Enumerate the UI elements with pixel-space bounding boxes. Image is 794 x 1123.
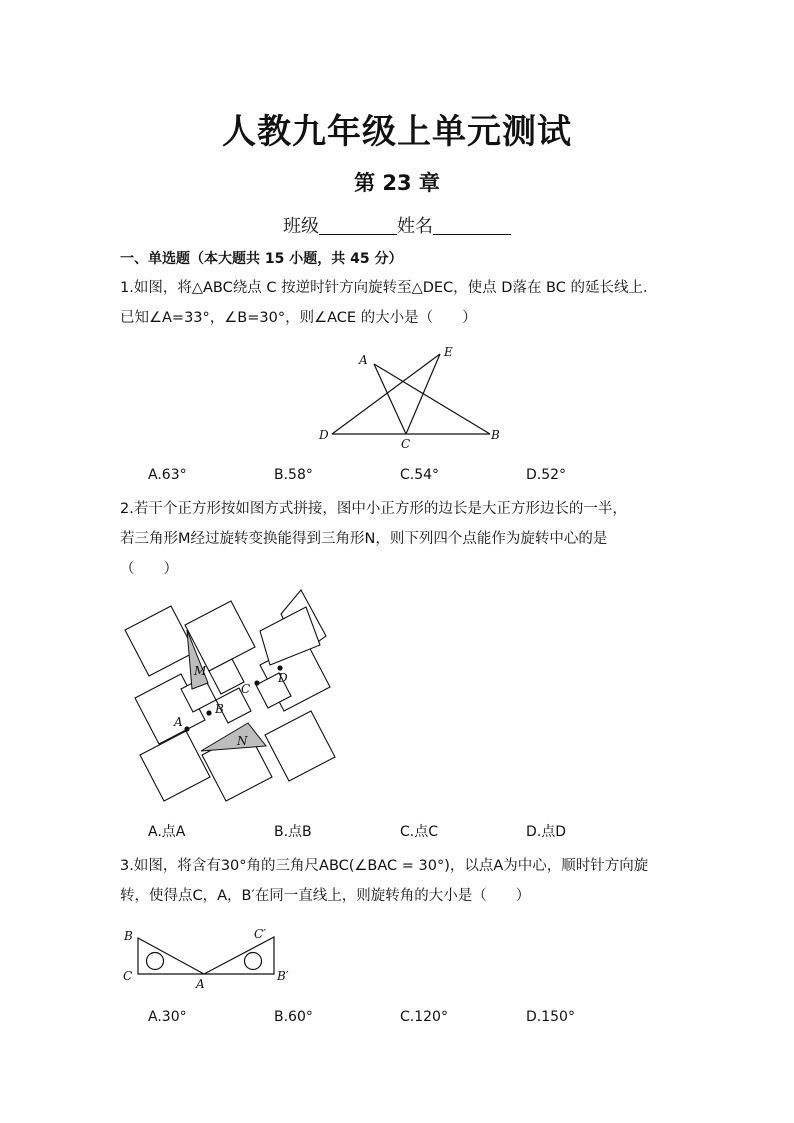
question-1-line-2: 已知∠A=33°，∠B=30°，则∠ACE 的大小是（ ） bbox=[120, 310, 477, 326]
question-1-text bbox=[120, 273, 680, 333]
section-heading: 一、单选题（本大题共 15 小题，共 45 分） bbox=[120, 251, 403, 267]
question-1-figure bbox=[310, 342, 510, 452]
question-2-line-1: 2.若干个正方形按如图方式拼接，图中小正方形的边长是大正方形边长的一半， bbox=[120, 501, 627, 517]
q2-label-m: M bbox=[194, 664, 207, 678]
q3-option-d[interactable]: D.150° bbox=[526, 1009, 575, 1025]
q2-label-c: C bbox=[241, 682, 251, 696]
q3-label-c-prime: C′ bbox=[254, 927, 266, 941]
q1-option-d[interactable]: D.52° bbox=[526, 467, 567, 483]
q2-label-d: D bbox=[278, 671, 288, 685]
question-3-figure bbox=[118, 925, 303, 995]
question-2-figure bbox=[120, 585, 340, 810]
q3-option-b[interactable]: B.60° bbox=[274, 1009, 313, 1025]
question-3-text bbox=[120, 851, 680, 911]
q1-label-d: D bbox=[319, 428, 329, 442]
q1-label-b: B bbox=[491, 428, 500, 442]
q2-option-c[interactable]: C.点C bbox=[400, 824, 439, 840]
class-label: 班级 bbox=[283, 216, 319, 237]
q3-label-c: C bbox=[123, 969, 133, 983]
q2-option-a[interactable]: A.点A bbox=[148, 824, 186, 840]
q2-label-a: A bbox=[174, 715, 183, 729]
q3-option-c[interactable]: C.120° bbox=[400, 1009, 448, 1025]
q1-option-a[interactable]: A.63° bbox=[148, 467, 187, 483]
q2-label-n: N bbox=[237, 734, 248, 748]
name-label: 姓名 bbox=[397, 216, 433, 237]
q1-option-c[interactable]: C.54° bbox=[400, 467, 440, 483]
q3-label-b: B bbox=[124, 929, 133, 943]
class-blank[interactable] bbox=[319, 216, 397, 235]
chapter-title: 第 23 章 bbox=[354, 171, 440, 195]
question-2-text bbox=[120, 494, 680, 584]
student-info-line bbox=[0, 212, 794, 238]
question-1-line-1: 1.如图，将△ABC绕点 C 按逆时针方向旋转至△DEC，使点 D落在 BC 的延长线上． bbox=[120, 280, 658, 296]
name-blank[interactable] bbox=[433, 216, 511, 235]
q1-label-c: C bbox=[401, 437, 411, 451]
q2-option-b[interactable]: B.点B bbox=[274, 824, 312, 840]
q1-option-b[interactable]: B.58° bbox=[274, 467, 313, 483]
q1-label-e: E bbox=[444, 345, 453, 359]
q2-label-b: B bbox=[215, 702, 224, 716]
q1-label-a: A bbox=[359, 353, 368, 367]
question-3-line-2: 转，使得点C，A，B′在同一直线上，则旋转角的大小是（ ） bbox=[120, 888, 531, 904]
q3-label-a: A bbox=[196, 977, 205, 991]
q2-option-d[interactable]: D.点D bbox=[526, 824, 567, 840]
q3-label-b-prime: B′ bbox=[277, 969, 289, 983]
page-title: 人教九年级上单元测试 bbox=[222, 112, 572, 152]
question-2-line-3: （ ） bbox=[120, 561, 178, 577]
question-3-line-1: 3.如图，将含有30°角的三角尺ABC(∠BAC = 30°)，以点A为中心，顺时针方向旋 bbox=[120, 858, 649, 874]
q3-option-a[interactable]: A.30° bbox=[148, 1009, 187, 1025]
question-2-line-2: 若三角形M经过旋转变换能得到三角形N，则下列四个点能作为旋转中心的是 bbox=[120, 531, 608, 547]
